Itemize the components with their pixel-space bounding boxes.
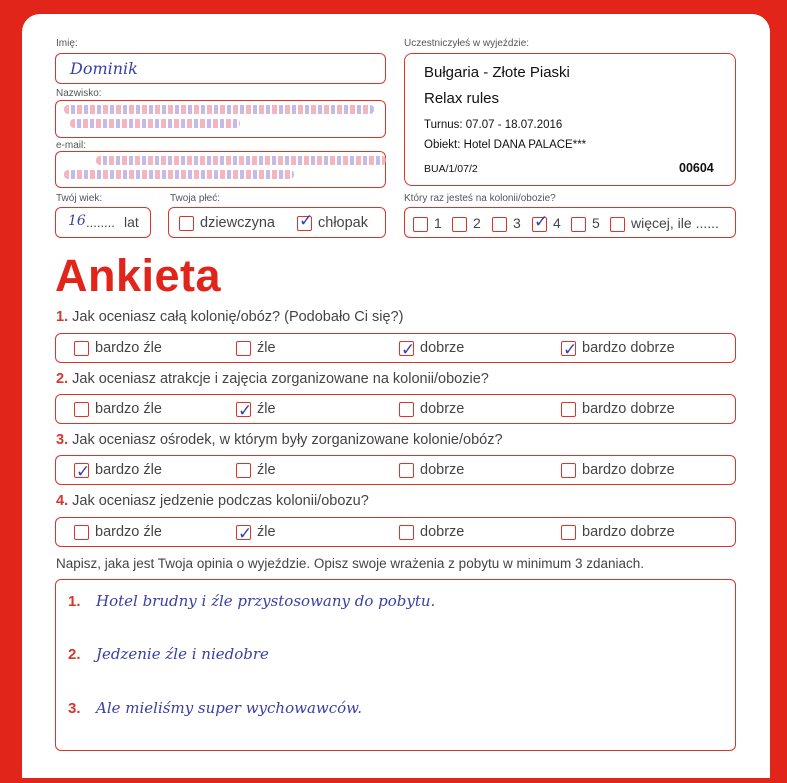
name-label: Imię: (56, 38, 78, 49)
times-option[interactable] (532, 215, 561, 232)
question-text: Jak oceniasz ośrodek, w którym były zorganizowane kolonie/obóz? (72, 432, 503, 448)
checkbox-times-1[interactable] (413, 217, 428, 232)
checkbox-times-5[interactable] (571, 217, 586, 232)
age-dots: ........ (86, 215, 115, 230)
times-option[interactable] (571, 215, 600, 232)
answer-option[interactable] (74, 518, 162, 546)
participant-label: Uczestniczyłeś w wyjeździe: (404, 38, 530, 49)
answer-option[interactable] (561, 456, 675, 484)
name-field[interactable] (55, 53, 386, 84)
answer-label: bardzo źle (95, 462, 162, 478)
answer-option[interactable] (236, 456, 276, 484)
answer-checkbox[interactable] (74, 525, 89, 540)
times-option[interactable] (492, 215, 521, 232)
gender-label: Twoja płeć: (170, 193, 221, 204)
answer-label: bardzo źle (95, 401, 162, 417)
question-text: Jak oceniasz jedzenie podczas kolonii/obozu? (72, 493, 369, 509)
question-text: Jak oceniasz całą kolonię/obóz? (Podobało Ci się?) (72, 309, 404, 325)
answer-checkbox[interactable] (236, 402, 251, 417)
answer-option[interactable] (74, 334, 162, 362)
question-number: 3. (56, 432, 69, 448)
ticket-destination: Bułgaria - Złote Piaski (424, 64, 570, 81)
answer-checkbox[interactable] (561, 341, 576, 356)
opinion-line-text: Jedzenie źle i niedobre (96, 645, 269, 663)
opinion-line-text: Ale mieliśmy super wychowawców. (96, 699, 362, 717)
answer-option[interactable] (561, 395, 675, 423)
answer-option[interactable] (74, 395, 162, 423)
checkbox-times-4[interactable] (532, 217, 547, 232)
opinion-line-number: 1. (68, 593, 81, 610)
answer-option[interactable] (236, 395, 276, 423)
answer-option[interactable] (399, 456, 464, 484)
gender-option-female[interactable] (179, 215, 275, 231)
answer-label: źle (257, 524, 276, 540)
redacted-email (96, 156, 386, 165)
turnus-label: Turnus: (424, 119, 463, 131)
question-text: Jak oceniasz atrakcje i zajęcia zorganizowane na kolonii/obozie? (72, 371, 489, 387)
age-value: 16 (68, 213, 86, 229)
question-3 (56, 432, 503, 448)
answers-q3 (55, 455, 736, 485)
question-number: 2. (56, 371, 69, 387)
surname-label: Nazwisko: (56, 88, 102, 99)
opinion-line-number: 2. (68, 646, 81, 663)
answer-label: dobrze (420, 462, 465, 478)
opinion-line-2 (68, 645, 269, 663)
answer-label: bardzo dobrze (582, 524, 675, 540)
checkbox-times-more[interactable] (610, 217, 625, 232)
answer-label: źle (257, 401, 276, 417)
answer-option[interactable] (561, 518, 675, 546)
answer-label: bardzo dobrze (582, 401, 675, 417)
name-value: Dominik (70, 59, 138, 78)
answer-option[interactable] (399, 334, 464, 362)
answer-checkbox[interactable] (236, 341, 251, 356)
times-option-label: 3 (513, 215, 521, 231)
answer-label: bardzo dobrze (582, 340, 675, 356)
times-option[interactable] (413, 215, 442, 232)
answer-checkbox[interactable] (236, 525, 251, 540)
answer-checkbox[interactable] (399, 341, 414, 356)
times-field (404, 207, 736, 238)
answer-option[interactable] (236, 334, 276, 362)
answer-checkbox[interactable] (561, 525, 576, 540)
answer-label: bardzo źle (95, 340, 162, 356)
times-option[interactable] (452, 215, 481, 232)
answer-label: bardzo źle (95, 524, 162, 540)
answer-option[interactable] (399, 395, 464, 423)
redacted-surname (64, 105, 374, 114)
answers-q1 (55, 333, 736, 363)
times-option-label: 5 (592, 215, 600, 231)
age-field[interactable] (55, 207, 151, 238)
answer-checkbox[interactable] (399, 525, 414, 540)
times-option-label: więcej, ile ...... (631, 215, 719, 231)
answer-checkbox[interactable] (74, 463, 89, 478)
gender-option-label: chłopak (318, 215, 368, 231)
times-option-label: 2 (473, 215, 481, 231)
answer-option[interactable] (74, 456, 162, 484)
checkbox-times-3[interactable] (492, 217, 507, 232)
email-label: e-mail: (56, 140, 87, 151)
opinion-line-3 (68, 699, 362, 717)
gender-option-label: dziewczyna (200, 215, 275, 231)
times-option-label: 4 (553, 215, 561, 231)
gender-option-male[interactable] (297, 215, 368, 231)
opinion-prompt: Napisz, jaka jest Twoja opinia o wyjeździe. Opisz swoje wrażenia z pobytu w minimum 3 zdaniach. (56, 556, 645, 571)
survey-title: Ankieta (55, 250, 222, 301)
times-option[interactable] (610, 215, 719, 232)
answer-checkbox[interactable] (74, 341, 89, 356)
question-number: 1. (56, 309, 69, 325)
age-unit: lat (124, 214, 139, 230)
answers-q2 (55, 394, 736, 424)
gender-field (168, 207, 386, 238)
answer-label: dobrze (420, 340, 465, 356)
ticket-code: BUA/1/07/2 (424, 163, 478, 175)
answer-label: dobrze (420, 401, 465, 417)
redacted-email-2 (64, 170, 294, 179)
object-value: Hotel DANA PALACE*** (463, 139, 587, 151)
answer-label: dobrze (420, 524, 465, 540)
opinion-line-text: Hotel brudny i źle przystosowany do pobytu. (96, 592, 436, 610)
answer-label: źle (257, 462, 276, 478)
answer-checkbox[interactable] (561, 402, 576, 417)
answer-option[interactable] (399, 518, 464, 546)
age-label: Twój wiek: (56, 193, 103, 204)
question-1 (56, 309, 403, 325)
turnus-value: 07.07 - 18.07.2016 (465, 119, 563, 131)
ticket-program: Relax rules (424, 90, 500, 107)
answer-checkbox[interactable] (561, 463, 576, 478)
question-4 (56, 493, 369, 509)
ticket-number: 00604 (679, 161, 714, 175)
times-label: Który raz jesteś na kolonii/obozie? (404, 193, 556, 204)
times-option-label: 1 (434, 215, 442, 231)
answer-option[interactable] (561, 334, 675, 362)
checkbox-male[interactable] (297, 216, 312, 231)
answer-option[interactable] (236, 518, 276, 546)
answer-checkbox[interactable] (399, 463, 414, 478)
surname-field[interactable] (55, 100, 386, 138)
answers-q4 (55, 517, 736, 547)
email-field[interactable] (55, 151, 386, 188)
redacted-surname-2 (70, 119, 240, 128)
checkbox-times-2[interactable] (452, 217, 467, 232)
object-label: Obiekt: (424, 139, 461, 151)
answer-checkbox[interactable] (74, 402, 89, 417)
ticket-object (424, 139, 586, 151)
opinion-line-1 (68, 592, 435, 610)
checkbox-female[interactable] (179, 216, 194, 231)
answer-label: źle (257, 340, 276, 356)
opinion-line-number: 3. (68, 700, 81, 717)
answer-checkbox[interactable] (236, 463, 251, 478)
question-2 (56, 371, 489, 387)
ticket-turnus (424, 119, 562, 131)
question-number: 4. (56, 493, 69, 509)
answer-label: bardzo dobrze (582, 462, 675, 478)
answer-checkbox[interactable] (399, 402, 414, 417)
